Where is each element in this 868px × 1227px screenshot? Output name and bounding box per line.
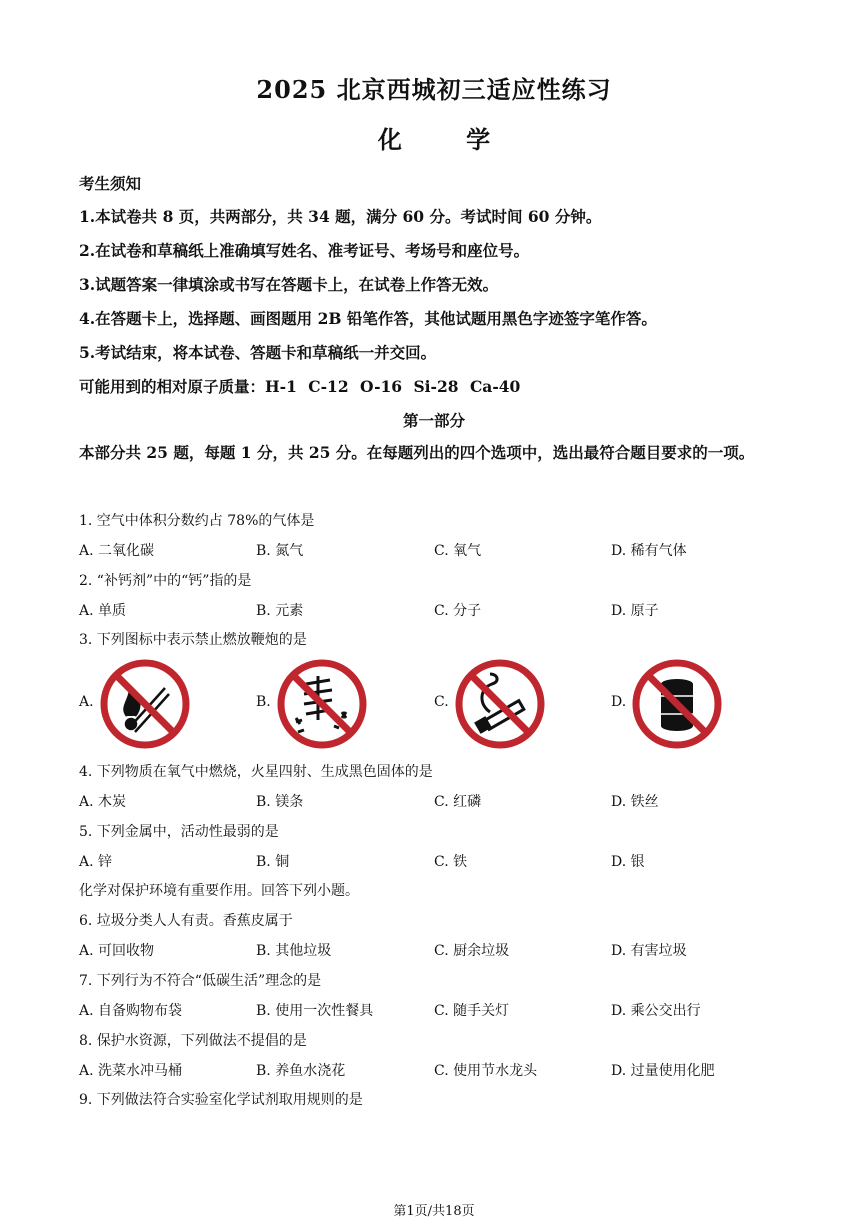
question-group-stem: 化学对保护环境有重要作用。回答下列小题。 <box>79 883 359 899</box>
option-b: B. 元素 <box>256 603 304 619</box>
option-d: D. 乘公交出行 <box>611 1003 701 1019</box>
question-stem: 5. 下列金属中，活动性最弱的是 <box>79 824 279 840</box>
no-smoking-icon <box>454 658 546 750</box>
no-fireworks-icon <box>276 658 368 750</box>
question-stem: 3. 下列图标中表示禁止燃放鞭炮的是 <box>79 632 307 648</box>
option-b: B. 使用一次性餐具 <box>256 1003 374 1019</box>
option-b: B. 氮气 <box>256 543 304 559</box>
option-label: A. <box>79 694 94 710</box>
option-label: C. <box>434 694 449 710</box>
notice-item: 3.试题答案一律填涂或书写在答题卡上，在试卷上作答无效。 <box>79 275 499 294</box>
option-a: A. 二氧化碳 <box>79 543 155 559</box>
option-c: C. 氧气 <box>434 543 482 559</box>
question-stem: 8. 保护水资源，下列做法不提倡的是 <box>79 1033 307 1049</box>
notice-item: 1.本试卷共 8 页，共两部分，共 34 题，满分 60 分。考试时间 60 分钟。 <box>79 207 602 226</box>
page-number: 第1页/共18页 <box>393 1204 475 1219</box>
option-b: B. 镁条 <box>256 794 304 810</box>
option-a: A. 洗菜水冲马桶 <box>79 1063 183 1079</box>
option-a: A. 自备购物布袋 <box>79 1003 183 1019</box>
option-c: C. 使用节水龙头 <box>434 1063 538 1079</box>
option-label: D. <box>611 694 627 710</box>
question-stem: 7. 下列行为不符合“低碳生活”理念的是 <box>79 973 322 989</box>
no-matches-icon <box>99 658 191 750</box>
notice-item: 2.在试卷和草稿纸上准确填写姓名、准考证号、考场号和座位号。 <box>79 241 530 260</box>
option-a: A. 木炭 <box>79 794 127 810</box>
question-stem: 4. 下列物质在氧气中燃烧，火星四射、生成黑色固体的是 <box>79 764 433 780</box>
question-stem: 1. 空气中体积分数约占 78%的气体是 <box>79 513 315 529</box>
question-stem: 2. “补钙剂”中的“钙”指的是 <box>79 573 252 589</box>
option-a: A. 锌 <box>79 854 113 870</box>
option-a: A. 单质 <box>79 603 127 619</box>
no-oil-drum-icon <box>631 658 723 750</box>
option-d: D. 有害垃圾 <box>611 943 687 959</box>
exam-title: 2025 北京西城初三适应性练习 <box>256 75 612 104</box>
part-heading: 第一部分 <box>402 411 465 430</box>
question-stem: 6. 垃圾分类人人有责。香蕉皮属于 <box>79 913 293 929</box>
part-intro: 本部分共 25 题，每题 1 分，共 25 分。在每题列出的四个选项中，选出最符合题目要求的一项。 <box>79 443 755 462</box>
option-d: D. 稀有气体 <box>611 543 687 559</box>
option-b: B. 铜 <box>256 854 290 870</box>
option-c: C. 铁 <box>434 854 468 870</box>
option-b: B. 其他垃圾 <box>256 943 332 959</box>
option-a: A. 可回收物 <box>79 943 155 959</box>
notice-heading: 考生须知 <box>79 174 142 193</box>
option-c: C. 厨余垃圾 <box>434 943 510 959</box>
subject-title: 化 学 <box>377 125 519 154</box>
question-stem: 9. 下列做法符合实验室化学试剂取用规则的是 <box>79 1092 363 1108</box>
notice-item: 4.在答题卡上，选择题、画图题用 2B 铅笔作答，其他试题用黑色字迹签字笔作答。 <box>79 309 657 328</box>
option-d: D. 原子 <box>611 603 659 619</box>
notice-item: 5.考试结束，将本试卷、答题卡和草稿纸一并交回。 <box>79 343 437 362</box>
option-label: B. <box>256 694 271 710</box>
option-d: D. 银 <box>611 854 645 870</box>
option-d: D. 过量使用化肥 <box>611 1063 715 1079</box>
atomic-masses: 可能用到的相对原子质量：H-1 C-12 O-16 Si-28 Ca-40 <box>79 377 521 396</box>
option-c: C. 红磷 <box>434 794 482 810</box>
option-c: C. 随手关灯 <box>434 1003 510 1019</box>
option-b: B. 养鱼水浇花 <box>256 1063 346 1079</box>
option-c: C. 分子 <box>434 603 482 619</box>
option-d: D. 铁丝 <box>611 794 659 810</box>
